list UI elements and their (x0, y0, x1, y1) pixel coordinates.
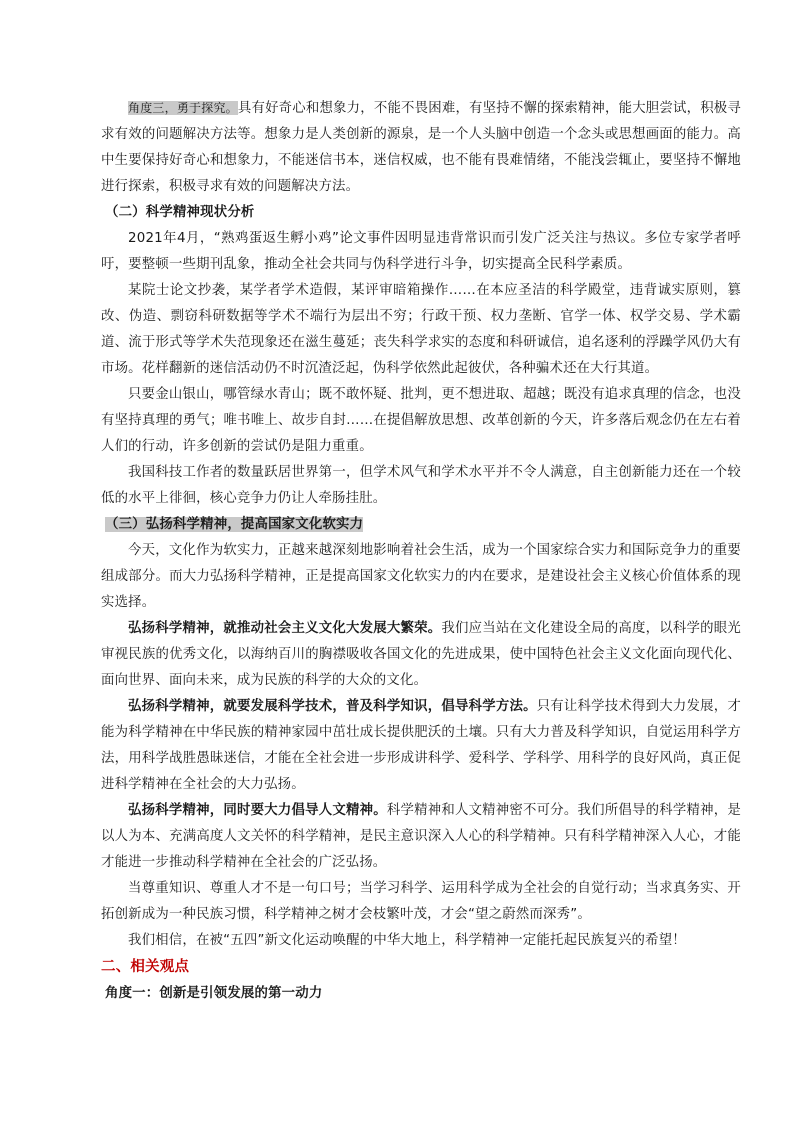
paragraph-text: 具有好奇心和想象力，不能不畏困难，有坚持不懈的探索精神，能大胆尝试，积极寻求有效的问题解决方法等。想象力是人类创新的源泉，是一个人头脑中创造一个念头或思想画面的能力。高中生要保持好奇心和想象力，不能迷信书本，迷信权威，也不能有畏难情绪，不能浅尝辄止，要坚持不懈地进行探索，积极寻求有效的问题解决方法。 (101, 101, 741, 194)
paragraph: 当尊重知识、尊重人才不是一句口号；当学习科学、运用科学成为全社会的自觉行动；当求真务实、开拓创新成为一种民族习惯，科学精神之树才会枝繁叶茂，才会“望之蔚然而深秀”。 (101, 881, 741, 922)
highlighted-lead: 角度三，勇于探究。 (128, 101, 238, 115)
paragraph: 我国科技工作者的数量跃居世界第一，但学术风气和学术水平并不令人满意，自主创新能力还在一个较低的水平上徘徊，核心竞争力仍让人牵肠挂肚。 (101, 465, 741, 506)
paragraph-text: 我们应当站在文化建设全局的高度，以科学的眼光审视民族的优秀文化，以海纳百川的胸襟吸收各国文化的先进成果，使中国特色社会主义文化面向现代化、面向世界、面向未来，成为民族的科学的大众的文化。 (101, 621, 741, 688)
section-heading-status: （二）科学精神现状分析 (105, 205, 255, 220)
section-title-related-views (101, 954, 741, 981)
paragraph: 某院士论文抄袭，某学者学术造假，某评审暗箱操作……在本应圣洁的科学殿堂，违背诚实原则，篡改、伪造、剽窃科研数据等学术不端行为层出不穷；行政干预、权力垄断、官学一体、权学交易、学术霸道、流于形式等学术失范现象还在滋生蔓延；丧失科学求实的态度和科研诚信，追名逐利的浮躁学风仍大有市场。花样翻新的迷信活动仍不时沉渣泛起，伪科学依然此起彼伏，各种骗术还在大行其道。 (101, 283, 741, 376)
highlighted-heading: （三）弘扬科学精神，提高国家文化软实力 (105, 517, 364, 532)
paragraph: 2021年4月，“熟鸡蛋返生孵小鸡”论文事件因明显违背常识而引发广泛关注与热议。多位专家学者呼吁，要整顿一些期刊乱象，推动全社会共同与伪科学进行斗争，切实提高全民科学素质。 (101, 231, 741, 272)
document-body (101, 95, 741, 1007)
paragraph-text: 科学精神和人文精神密不可分。我们所倡导的科学精神，是以人为本、充满高度人文关怀的科学精神，是民主意识深入人心的科学精神。只有科学精神深入人心，才能才能进一步推动科学精神在全社会的广泛弘扬。 (101, 803, 741, 870)
paragraph-point-3 (101, 798, 741, 876)
paragraph-text: 只有让科学技术得到大力发展，才能为科学精神在中华民族的精神家园中茁壮成长提供肥沃的土壤。只有大力普及科学知识，自觉运用科学方法，用科学战胜愚昧迷信，才能在全社会进一步形成讲科学、爱科学、学科学、用科学的良好风尚，真正促进科学精神在全社会的大力弘扬。 (101, 699, 741, 792)
paragraph-point-2 (101, 694, 741, 798)
paragraph: 只要金山银山，哪管绿水青山；既不敢怀疑、批判，更不想进取、超越；既没有追求真理的信念，也没有坚持真理的勇气；唯书唯上、故步自封……在提倡解放思想、改革创新的今天，许多落后观念仍在左右着人们的行动，许多创新的尝试仍是阻力重重。 (101, 387, 741, 454)
section-heading-promote (101, 512, 741, 538)
paragraph-angle-three (101, 95, 741, 200)
bold-lead: 弘扬科学精神，就推动社会主义文化大发展大繁荣。 (128, 621, 442, 636)
bold-lead: 弘扬科学精神，就要发展科学技术，普及科学知识，倡导科学方法。 (128, 699, 537, 714)
paragraph-point-1 (101, 616, 741, 694)
paragraph: 我们相信，在被“五四”新文化运动唤醒的中华大地上，科学精神一定能托起民族复兴的希望！ (128, 933, 686, 948)
bold-lead: 弘扬科学精神，同时要大力倡导人文精神。 (128, 803, 387, 818)
angle-one-heading: 角度一：创新是引领发展的第一动力 (105, 986, 323, 1001)
red-heading: 二、相关观点 (101, 959, 190, 975)
paragraph-intro: 今天，文化作为软实力，正越来越深刻地影响着社会生活，成为一个国家综合实力和国际竞争力的重要组成部分。而大力弘扬科学精神，正是提高国家文化软实力的内在要求，是建设社会主义核心价值体系的现实选择。 (101, 543, 741, 610)
